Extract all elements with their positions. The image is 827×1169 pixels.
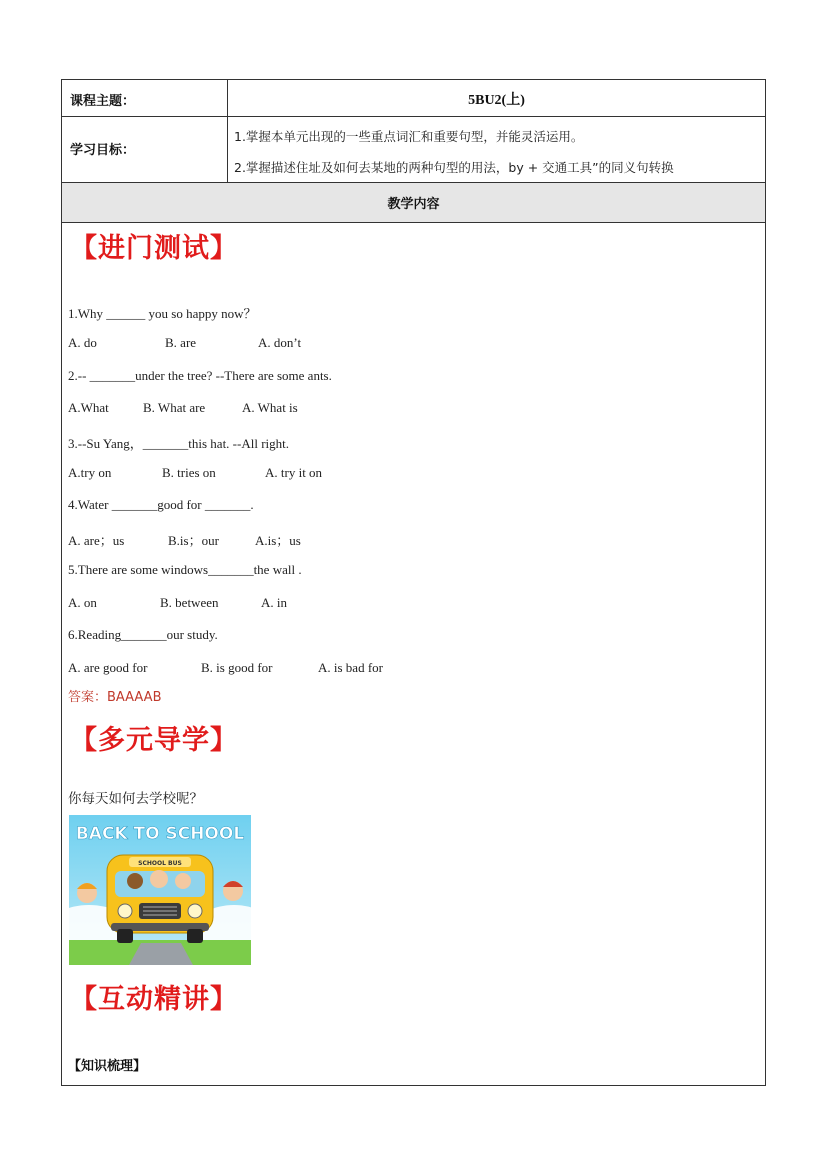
knowledge-summary-heading: 【知识梳理】 xyxy=(68,1059,147,1074)
content-label: 教学内容 xyxy=(387,197,440,212)
q4-option-b: B.is；our xyxy=(168,533,219,548)
q1-option-b: B. are xyxy=(165,335,197,350)
guided-learning-heading: 【多元导学】 xyxy=(70,725,238,756)
topic-label: 课程主题： xyxy=(70,94,136,109)
topic-row xyxy=(62,80,765,117)
q4-option-a: A. are；us xyxy=(68,533,125,548)
q1-option-a: A. do xyxy=(68,335,97,350)
bus-sign: SCHOOL BUS xyxy=(138,860,182,867)
q4-option-c: A.is；us xyxy=(255,533,301,548)
q5-option-b: B. between xyxy=(160,595,219,610)
goal-2: 2.掌握描述住址及如何去某地的两种句型的用法，by + 交通工具”的同义句转换 xyxy=(234,160,674,175)
q1-option-c: A. don’t xyxy=(258,335,302,350)
q3-option-b: B. tries on xyxy=(162,465,216,480)
q6-option-c: A. is bad for xyxy=(318,660,383,675)
q6-option-b: B. is good for xyxy=(201,660,273,675)
cell-divider xyxy=(227,117,228,182)
back-to-school-illustration xyxy=(69,815,251,965)
school-bus-image xyxy=(69,815,251,965)
q3-option-a: A.try on xyxy=(68,465,112,480)
topic-value: 5BU2(上) xyxy=(468,93,525,108)
question-1: 1.Why ______ you so happy now？ xyxy=(68,306,257,321)
back-to-school-title: BACK TO SCHOOL xyxy=(75,824,245,844)
q3-option-c: A. try it on xyxy=(265,465,323,480)
content-bar xyxy=(62,183,765,223)
question-4: 4.Water _______good for _______. xyxy=(68,497,254,512)
entry-test-heading: 【进门测试】 xyxy=(70,233,238,264)
q2-option-c: A. What is xyxy=(242,400,298,415)
question-3: 3.--Su Yang，_______this hat. --All right. xyxy=(68,436,290,451)
goals-row xyxy=(62,117,765,183)
q5-option-c: A. in xyxy=(261,595,287,610)
goals-label: 学习目标： xyxy=(70,143,136,158)
q2-option-a: A.What xyxy=(68,400,109,415)
q6-option-a: A. are good for xyxy=(68,660,148,675)
interactive-lecture-heading: 【互动精讲】 xyxy=(70,984,238,1015)
question-5: 5.There are some windows_______the wall . xyxy=(68,562,302,577)
q5-option-a: A. on xyxy=(68,595,97,610)
guide-question: 你每天如何去学校呢？ xyxy=(68,791,203,807)
q2-option-b: B. What are xyxy=(143,400,206,415)
goal-1: 1.掌握本单元出现的一些重点词汇和重要句型，并能灵活运用。 xyxy=(234,129,584,144)
answer-key: 答案：BAAAAB xyxy=(68,690,162,705)
question-2: 2.-- _______under the tree? --There are some ants. xyxy=(68,368,332,383)
question-6: 6.Reading_______our study. xyxy=(68,627,218,642)
